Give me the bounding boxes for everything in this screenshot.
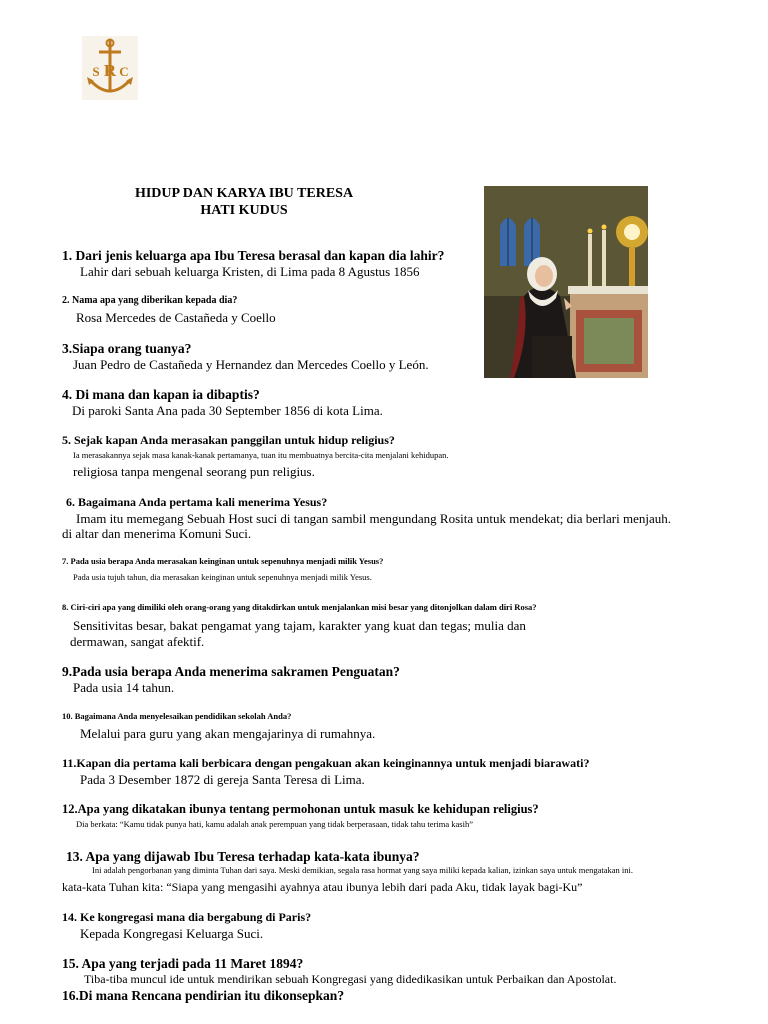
answer-8-line2: dermawan, sangat afektif. [70, 634, 205, 649]
question-9: 9.Pada usia berapa Anda menerima sakramen Penguatan? [62, 664, 400, 679]
answer-13-line1: Ini adalah pengorbanan yang diminta Tuhan dari saya. Meski demikian, segala rasa hormat yang saya miliki kepada kalian, izinkan saya untuk mengatakan ini. [92, 865, 634, 875]
question-8: 8. Ciri-ciri apa yang dimiliki oleh orang-orang yang ditakdirkan untuk menjalankan misi besar yang ditonjolkan dalam diri Rosa? [62, 602, 537, 612]
answer-5-line1: Ia merasakannya sejak masa kanak-kanak pertamanya, tuan itu membuatnya bercita-cita menjalani kehidupan. [73, 450, 449, 460]
question-14: 14. Ke kongregasi mana dia bergabung di Paris? [62, 910, 312, 924]
document-title-line2: HATI KUDUS [200, 203, 288, 218]
question-12: 12.Apa yang dikatakan ibunya tentang permohonan untuk masuk ke kehidupan religius? [62, 802, 539, 816]
answer-14: Kepada Kongregasi Keluarga Suci. [80, 926, 264, 941]
answer-8-line1: Sensitivitas besar, bakat pengamat yang tajam, karakter yang kuat dan tegas; mulia dan [73, 618, 526, 633]
answer-2: Rosa Mercedes de Castañeda y Coello [76, 310, 276, 325]
answer-6-line1: Imam itu memegang Sebuah Host suci di tangan sambil mengundang Rosita untuk mendekat; dia berlari menjauh. [76, 511, 671, 526]
answer-5-line2: religiosa tanpa mengenal seorang pun religius. [73, 464, 315, 479]
svg-text:R: R [103, 61, 117, 80]
answer-13-line2: kata-kata Tuhan kita: “Siapa yang mengasihi ayahnya atau ibunya lebih dari pada Aku, tidak layak bagi-Ku” [62, 880, 583, 894]
question-16: 16.Di mana Rencana pendirian itu dikonsepkan? [62, 988, 345, 1003]
answer-6-line2: di altar dan menerima Komuni Suci. [62, 526, 252, 541]
answer-15: Tiba-tiba muncul ide untuk mendirikan sebuah Kongregasi yang didedikasikan untuk Perbaikan dan Apostolat. [84, 972, 617, 986]
svg-text:S: S [92, 64, 100, 79]
document-title-line1: HIDUP DAN KARYA IBU TERESA [134, 186, 354, 201]
question-3: 3.Siapa orang tuanya? [62, 341, 192, 356]
answer-1: Lahir dari sebuah keluarga Kristen, di Lima pada 8 Agustus 1856 [80, 264, 420, 279]
question-10: 10. Bagaimana Anda menyelesaikan pendidikan sekolah Anda? [62, 711, 292, 721]
praying-nun-painting [484, 186, 648, 378]
answer-7: Pada usia tujuh tahun, dia merasakan keinginan untuk sepenuhnya menjadi milik Yesus. [73, 572, 372, 582]
answer-3: Juan Pedro de Castañeda y Hernandez dan Mercedes Coello y León. [73, 357, 429, 372]
question-13: 13. Apa yang dijawab Ibu Teresa terhadap kata-kata ibunya? [66, 849, 420, 864]
question-7: 7. Pada usia berapa Anda merasakan keinginan untuk sepenuhnya menjadi milik Yesus? [62, 556, 384, 566]
question-4: 4. Di mana dan kapan ia dibaptis? [62, 387, 260, 402]
answer-9: Pada usia 14 tahun. [73, 680, 175, 695]
question-2: 2. Nama apa yang diberikan kepada dia? [62, 295, 238, 306]
answer-10: Melalui para guru yang akan mengajarinya di rumahnya. [80, 726, 376, 741]
question-6: 6. Bagaimana Anda pertama kali menerima Yesus? [66, 495, 328, 509]
svg-text:C: C [119, 64, 129, 79]
answer-11: Pada 3 Desember 1872 di gereja Santa Teresa di Lima. [80, 772, 365, 787]
question-5: 5. Sejak kapan Anda merasakan panggilan untuk hidup religius? [62, 433, 395, 447]
question-11: 11.Kapan dia pertama kali berbicara dengan pengakuan akan keinginannya untuk menjadi biarawati? [62, 756, 590, 770]
answer-12: Dia berkata: “Kamu tidak punya hati, kamu adalah anak perempuan yang tidak berperasaan, tidak tahu terima kasih” [76, 819, 473, 829]
answer-4: Di paroki Santa Ana pada 30 September 1856 di kota Lima. [72, 403, 383, 418]
question-1: 1. Dari jenis keluarga apa Ibu Teresa berasal dan kapan dia lahir? [62, 248, 445, 263]
rsc-anchor-logo [82, 36, 138, 100]
question-15: 15. Apa yang terjadi pada 11 Maret 1894? [62, 956, 304, 971]
